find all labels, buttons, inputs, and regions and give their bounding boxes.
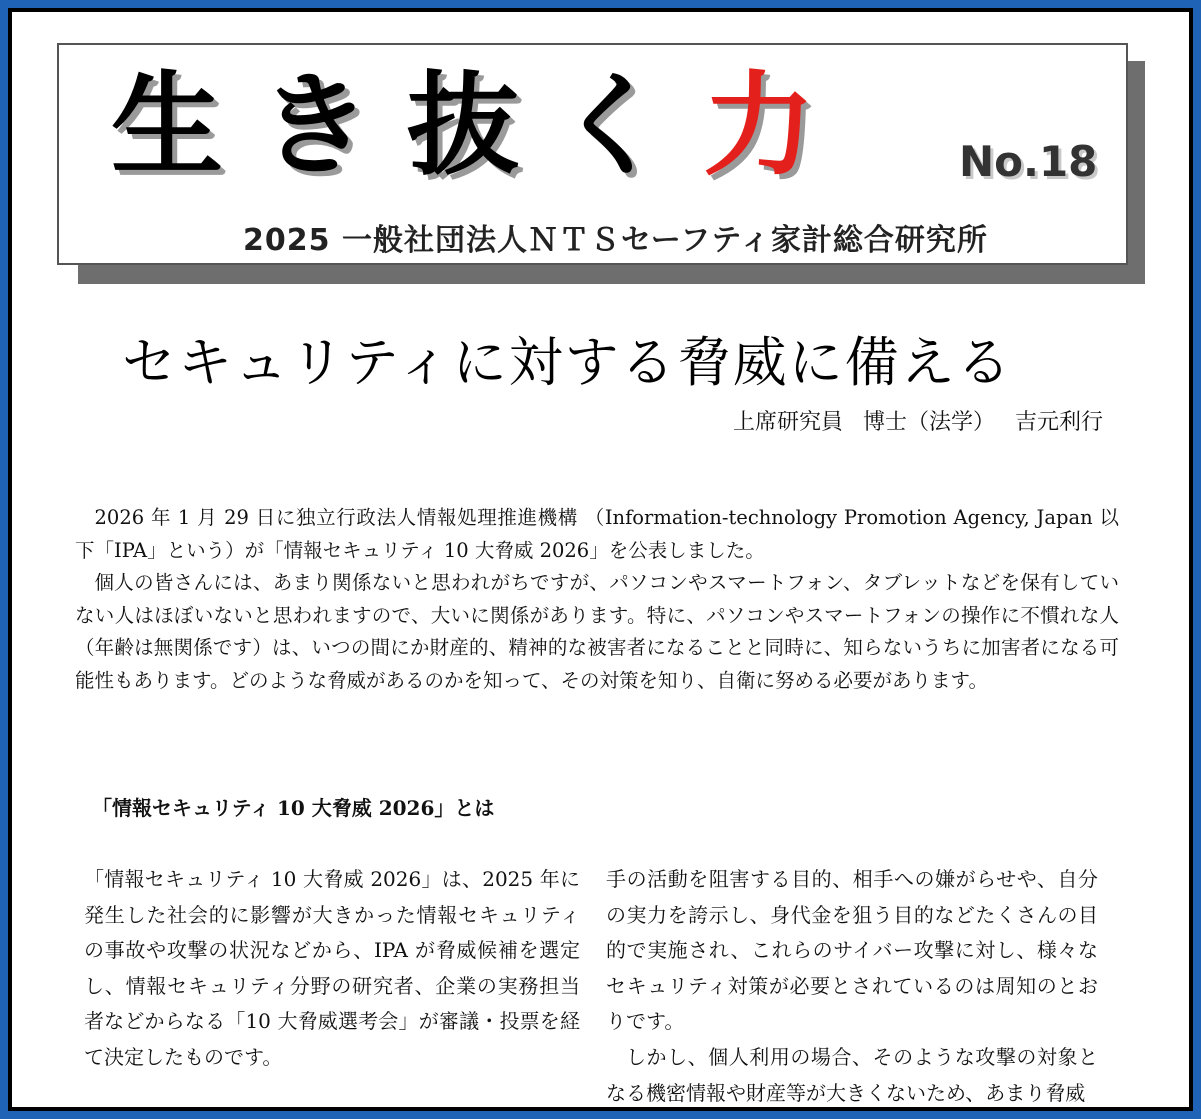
author-name: 吉元利行	[1014, 410, 1103, 435]
left-column-paragraph: 「情報セキュリティ 10 大脅威 2026」は、2025 年に発生した社会的に影響が大きかった情報セキュリティの事故や攻撃の状況などから、IPA が脅威候補を選定し、情報セキュリティ分野の研究者、企業の実務担当者などからなる「10 大脅威選考会」が審議・投票を経て決定したものです。	[84, 867, 580, 1069]
left-column	[84, 862, 580, 1076]
article-title: セキュリティに対する脅威に備える	[122, 331, 1013, 394]
author-title: 上席研究員	[732, 410, 843, 435]
author-degree: 博士（法学）	[862, 410, 995, 435]
author-line	[733, 405, 1103, 436]
section-heading: 「情報セキュリティ 10 大脅威 2026」とは	[92, 796, 495, 820]
organization-line: 2025 一般社団法人ＮＴＳセーフティ家計総合研究所	[243, 223, 988, 258]
intro-text	[75, 502, 1119, 698]
issue-number: No.18	[959, 137, 1098, 186]
newsletter-title	[111, 61, 851, 191]
title-accent: 力	[703, 61, 851, 191]
title-main: 生き抜く	[111, 61, 703, 191]
right-column-paragraph-2: しかし、個人利用の場合、そのような攻撃の対象となる機密情報や財産等が大きくないため、あまり脅威	[606, 1044, 1098, 1105]
intro-paragraph-1: 2026 年 1 月 29 日に独立行政法人情報処理推進機構 （Information-technology Promotion Agency, Japan 以下「IPA」という）が「情報セキュリティ 10 大脅威 2026」を公表しました。	[75, 506, 1119, 562]
right-column-paragraph-1: 手の活動を阻害する目的、相手への嫌がらせや、自分の実力を誇示し、身代金を狙う目的などたくさんの目的で実施され、これらのサイバー攻撃に対し、様々なセキュリティ対策が必要とされているのは周知のとおりです。	[606, 867, 1098, 1034]
masthead	[57, 43, 1128, 265]
right-column	[606, 862, 1098, 1111]
intro-paragraph-2: 個人の皆さんには、あまり関係ないと思われがちですが、パソコンやスマートフォン、タブレットなどを保有していない人はほぼいないと思われますので、大いに関係があります。特に、パソコンやスマートフォンの操作に不慣れな人（年齢は無関係です）は、いつの間にか財産的、精神的な被害者になることと同時に、知らないうちに加害者になる可能性もあります。どのような脅威があるのかを知って、その対策を知り、自衛に努める必要があります。	[75, 571, 1119, 692]
